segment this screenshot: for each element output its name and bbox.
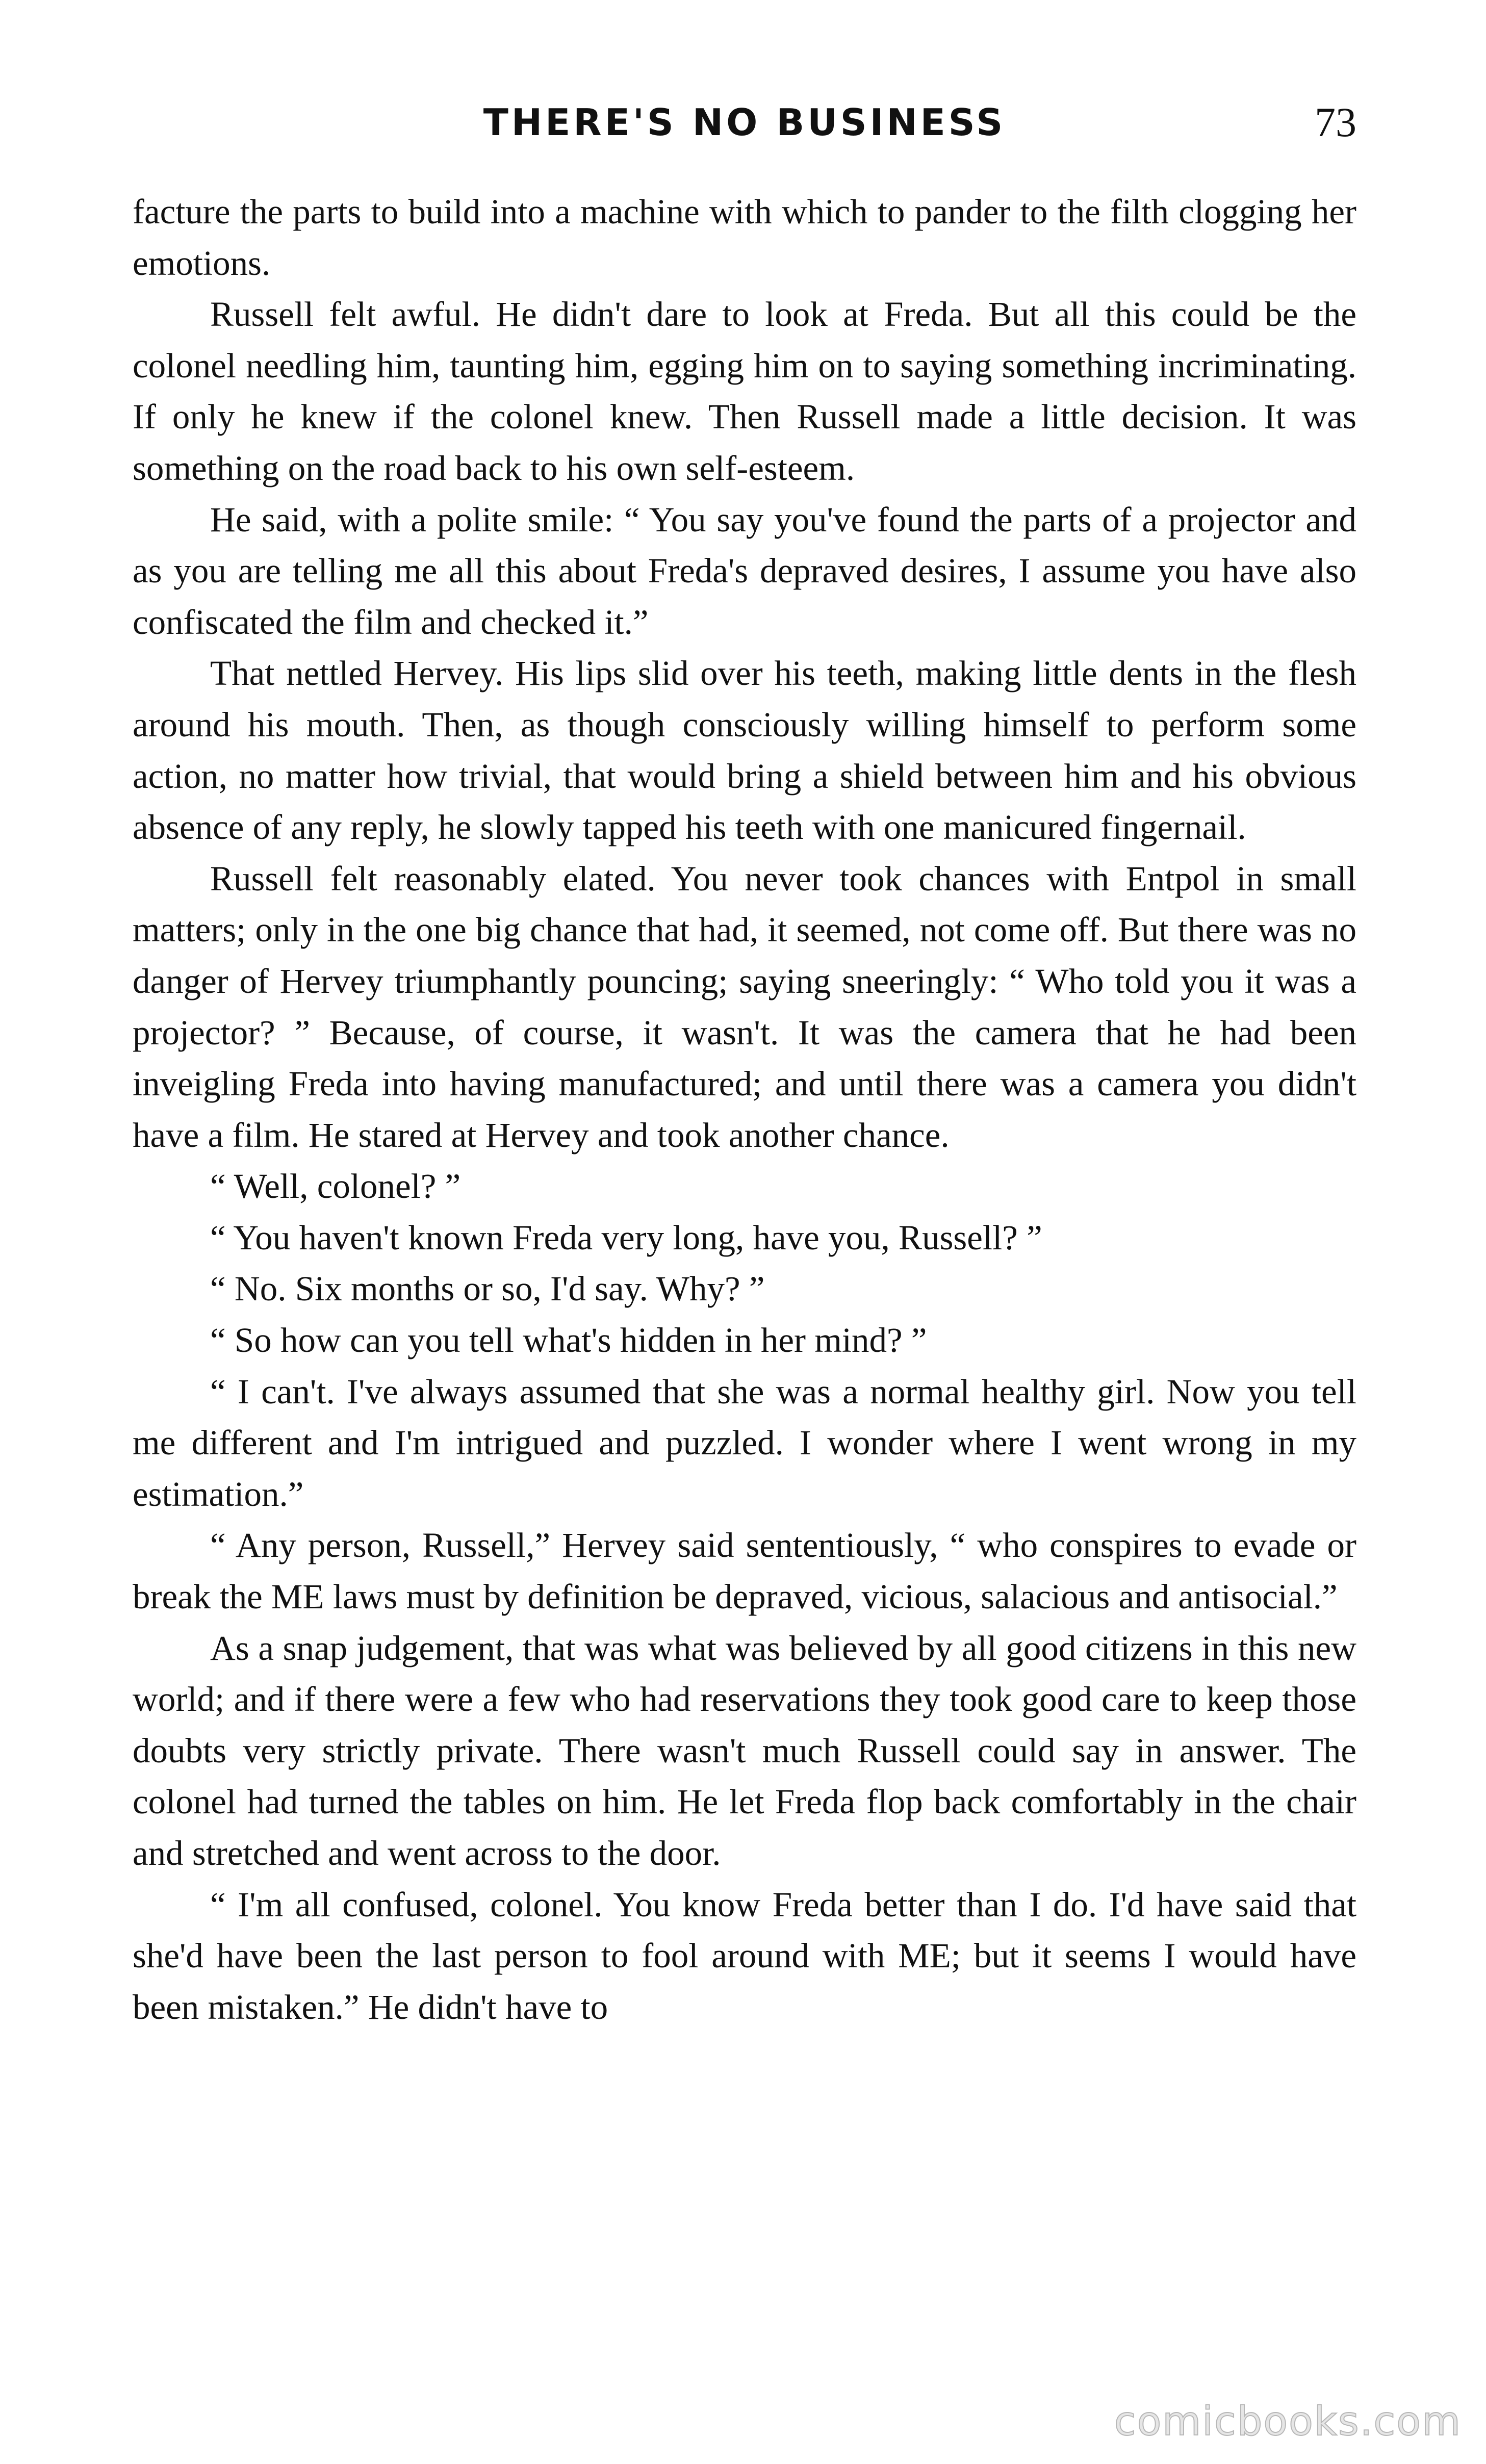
paragraph: That nettled Hervey. His lips slid over his teeth, making little dents in the flesh around his mouth. Then, as though consciously willing himself to perform some action, no matter how trivial, that would bring a shield between him and his obvious absence of any reply, he slowly tapped his teeth with one manicured fingernail. xyxy=(133,654,1356,847)
page-number: 73 xyxy=(1315,99,1356,145)
paragraph: Russell felt reasonably elated. You never took chances with Entpol in small matters; only in the one big chance that had, it seemed, not come off. But there was no danger of Hervey triumphantly pouncing; saying sneeringly: “ Who told you it was a projector? ” Because, of course, it wasn't. It was the camera that he had been inveigling Freda into having manufactured; and until there was a camera you didn't have a film. He stared at Hervey and took another chance. xyxy=(133,859,1356,1154)
paragraph: He said, with a polite smile: “ You say you've found the parts of a projector and as you are telling me all this about Freda's depraved desires, I assume you have also confiscated the film and checked it.” xyxy=(133,500,1356,641)
paragraph: Russell felt awful. He didn't dare to look at Freda. But all this could be the colonel needling him, taunting him, egging him on to saying something incriminating. If only he knew if the colonel knew. Then Russell made a little decision. It was something on the road back to his own self-esteem. xyxy=(133,295,1356,487)
paragraph: facture the parts to build into a machine with which to pander to the filth clogging her emotions. xyxy=(133,192,1356,283)
dialogue-line: “ You haven't known Freda very long, have you, Russell? ” xyxy=(210,1218,1042,1257)
watermark: comicbooks.com xyxy=(1114,2399,1462,2445)
dialogue-line: “ Well, colonel? ” xyxy=(210,1167,461,1206)
paragraph: “ Any person, Russell,” Hervey said sententiously, “ who conspires to evade or break the ME laws must by definition be depraved, vicious, salacious and antisocial.” xyxy=(133,1526,1356,1616)
dialogue-line: “ No. Six months or so, I'd say. Why? ” xyxy=(210,1269,765,1308)
paragraph: “ I'm all confused, colonel. You know Freda better than I do. I'd have said that she'd have been the last person to fool around with ME; but it seems I would have been mistaken.” He didn't have to xyxy=(133,1885,1356,2026)
paragraph: As a snap judgement, that was what was believed by all good citizens in this new world; and if there were a few who had reservations they took good care to keep those doubts very strictly private. There wasn't much Russell could say in answer. The colonel had turned the tables on him. He let Freda flop back comfortably in the chair and stretched and went across to the door. xyxy=(133,1628,1356,1872)
body-text xyxy=(133,186,1356,2033)
running-title: THERE'S NO BUSINESS xyxy=(483,101,1006,144)
dialogue-line: “ So how can you tell what's hidden in her mind? ” xyxy=(210,1321,927,1360)
paragraph: “ I can't. I've always assumed that she was a normal healthy girl. Now you tell me different and I'm intrigued and puzzled. I wonder where I went wrong in my estimation.” xyxy=(133,1372,1356,1513)
page-header xyxy=(133,92,1356,153)
